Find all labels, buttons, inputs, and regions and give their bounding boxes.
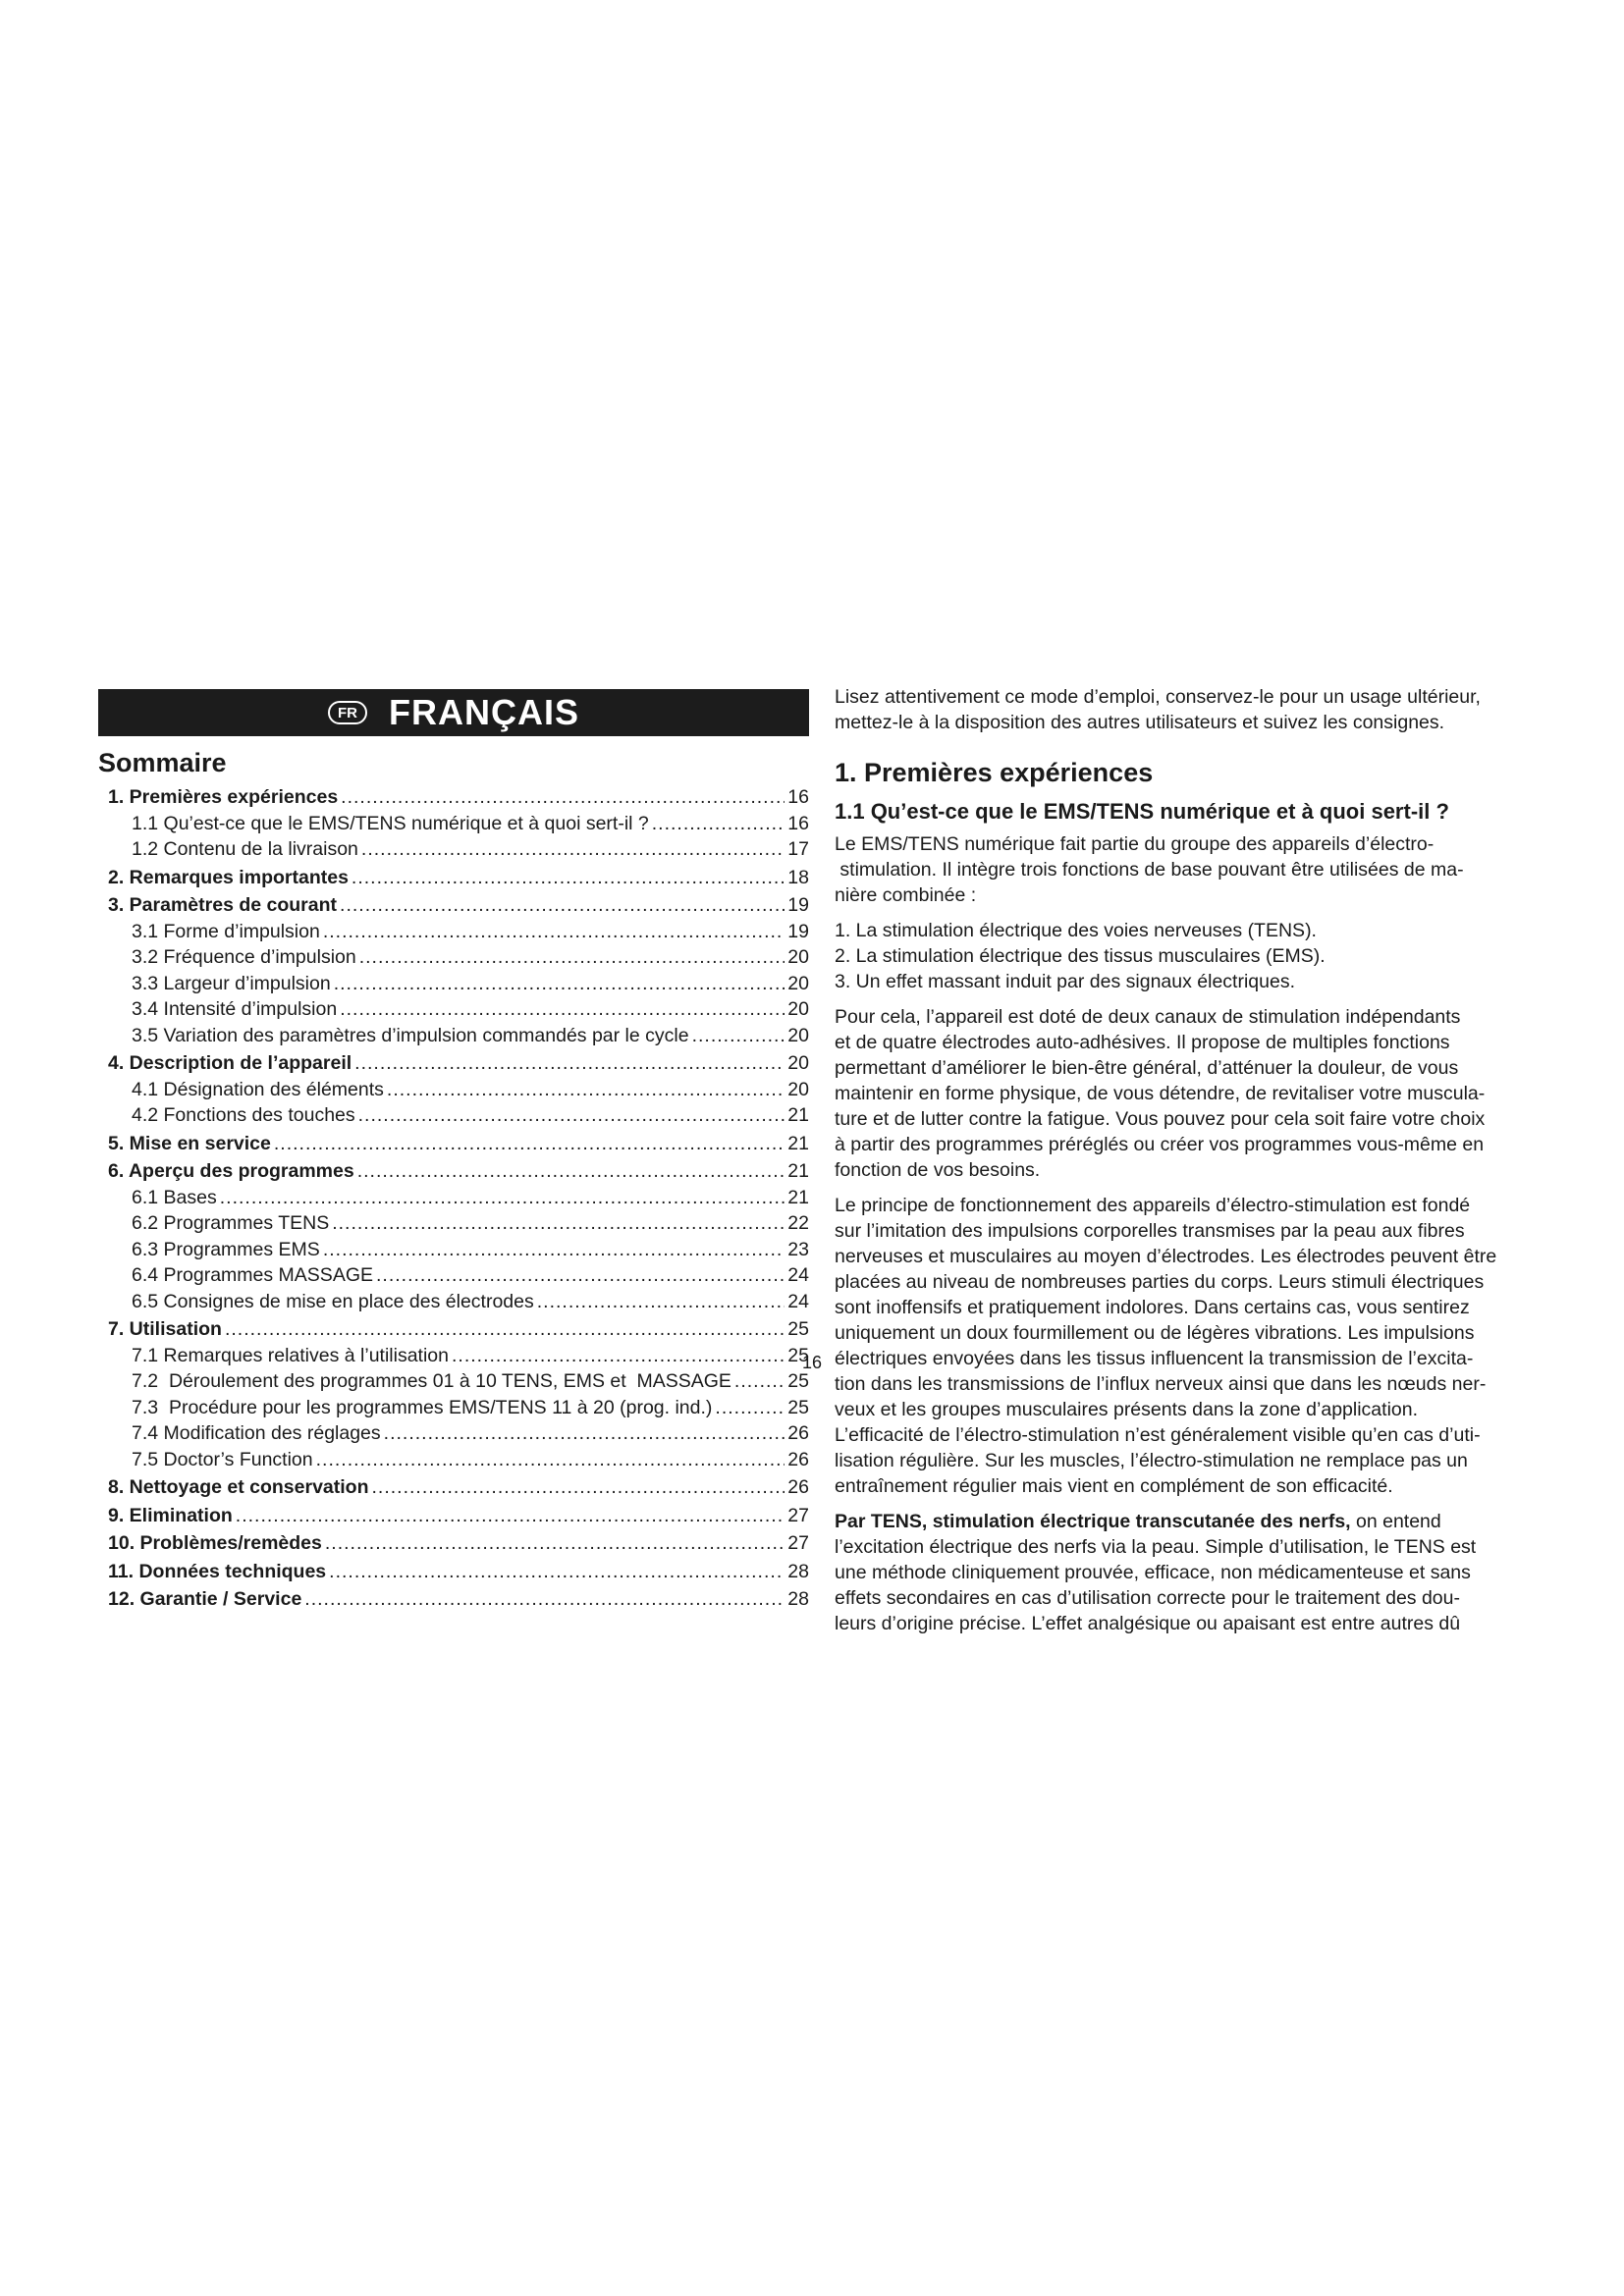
list-item: 1. La stimulation électrique des voies nerveuses (TENS). <box>835 920 1317 941</box>
toc-dot-leader <box>323 1239 785 1261</box>
toc-entry-label: 3.5 Variation des paramètres d’impulsion commandés par le cycle <box>132 1024 689 1046</box>
toc-entry-page: 20 <box>787 1052 809 1074</box>
toc-entry-label: 4.2 Fonctions des touches <box>132 1104 355 1126</box>
text-line: veux et les groupes musculaires présents dans la zone d’application. <box>835 1399 1419 1420</box>
list-item: 2. La stimulation électrique des tissus musculaires (EMS). <box>835 945 1326 967</box>
toc-entry-label: 4. Description de l’appareil <box>108 1052 352 1074</box>
paragraph-3 <box>835 1193 1545 1499</box>
toc-dot-leader <box>354 1052 785 1075</box>
toc-dot-leader <box>323 921 785 943</box>
toc-entry-label: 7. Utilisation <box>108 1318 222 1340</box>
toc-entry-label: 7.5 Doctor’s Function <box>132 1448 313 1470</box>
function-list <box>835 918 1545 994</box>
toc-entry-page: 28 <box>787 1588 809 1610</box>
text-line: permettant d’améliorer le bien-être général, d’atténuer la douleur, de vous <box>835 1057 1459 1079</box>
toc-dot-leader <box>332 1212 785 1235</box>
text-line: maintenir en forme physique, de vous détendre, de revitaliser votre muscula- <box>835 1083 1486 1104</box>
toc-entry <box>108 1449 809 1475</box>
tens-definition-lead: Par TENS, stimulation électrique transcutanée des nerfs, <box>835 1511 1351 1532</box>
toc-entry-label: 1. Premières expériences <box>108 786 339 808</box>
toc-entry <box>108 1104 809 1131</box>
toc-entry <box>108 946 809 973</box>
toc-entry-label: 8. Nettoyage et conservation <box>108 1476 369 1498</box>
toc-entry-label: 12. Garantie / Service <box>108 1588 302 1610</box>
toc-dot-leader <box>357 1160 785 1183</box>
toc-dot-leader <box>537 1291 785 1313</box>
text-line: entraînement régulier mais vient en complément de son efficacité. <box>835 1475 1393 1497</box>
toc-entry-page: 26 <box>787 1448 809 1470</box>
text-line: effets secondaires en cas d’utilisation correcte pour le traitement des dou- <box>835 1587 1460 1609</box>
text-line: lisation régulière. Sur les muscles, l’électro-stimulation ne remplace pas un <box>835 1450 1468 1471</box>
toc-entry <box>108 1025 809 1051</box>
toc-entry-label: 2. Remarques importantes <box>108 866 349 888</box>
toc-dot-leader <box>220 1187 785 1209</box>
tens-definition-rest: on entend <box>1350 1511 1441 1532</box>
toc-dot-leader <box>358 1104 785 1127</box>
right-column <box>835 684 1545 1646</box>
toc-dot-leader <box>384 1422 785 1445</box>
toc-entry-page: 20 <box>787 972 809 994</box>
text-line: à partir des programmes préréglés ou créer vos programmes vous-même en <box>835 1134 1485 1155</box>
toc-entry <box>108 1318 809 1345</box>
toc-entry <box>108 998 809 1025</box>
language-banner <box>98 689 809 736</box>
toc-entry <box>108 1505 809 1531</box>
table-of-contents <box>98 786 809 1615</box>
toc-entry-page: 28 <box>787 1560 809 1582</box>
intro-line: mettez-le à la disposition des autres utilisateurs et suivez les consignes. <box>835 712 1445 733</box>
toc-entry <box>108 1422 809 1449</box>
toc-dot-leader <box>361 838 785 861</box>
text-line: sur l’imitation des impulsions corporelles transmises par la peau aux fibres <box>835 1220 1465 1242</box>
toc-entry-label: 3.4 Intensité d’impulsion <box>132 998 338 1020</box>
paragraph-2 <box>835 1004 1545 1183</box>
subsection-title: 1.1 Qu’est-ce que le EMS/TENS numérique et à quoi sert-il ? <box>835 799 1449 824</box>
toc-entry <box>108 1187 809 1213</box>
toc-entry <box>108 1397 809 1423</box>
toc-entry-label: 6.4 Programmes MASSAGE <box>132 1264 373 1286</box>
toc-dot-leader <box>334 973 785 995</box>
text-line: nière combinée : <box>835 884 977 906</box>
toc-entry-label: 11. Données techniques <box>108 1560 327 1582</box>
toc-entry <box>108 1561 809 1587</box>
toc-entry <box>108 921 809 947</box>
toc-entry-page: 25 <box>787 1318 809 1340</box>
toc-entry <box>108 1476 809 1503</box>
language-badge: FR <box>328 701 367 724</box>
toc-entry-page: 19 <box>787 894 809 916</box>
toc-entry-label: 3.3 Largeur d’impulsion <box>132 972 331 994</box>
toc-entry-page: 24 <box>787 1290 809 1312</box>
toc-entry-page: 26 <box>787 1476 809 1498</box>
toc-entry <box>108 973 809 999</box>
text-line: Le EMS/TENS numérique fait partie du groupe des appareils d’électro- <box>835 833 1435 855</box>
text-line: leurs d’origine précise. L’effet analgésique ou apaisant est entre autres dû <box>835 1613 1461 1634</box>
toc-heading: Sommaire <box>98 748 227 777</box>
text-line: tion dans les transmissions de l’influx nerveux ainsi que dans les nœuds ner- <box>835 1373 1487 1395</box>
toc-entry-page: 16 <box>787 812 809 834</box>
toc-dot-leader <box>325 1532 785 1555</box>
toc-entry-label: 7.2 Déroulement des programmes 01 à 10 TENS, EMS et MASSAGE <box>132 1370 731 1392</box>
left-column <box>98 689 809 1615</box>
toc-entry-label: 9. Elimination <box>108 1504 233 1526</box>
toc-entry-label: 10. Problèmes/remèdes <box>108 1532 322 1554</box>
toc-entry-label: 1.1 Qu’est-ce que le EMS/TENS numérique et à quoi sert-il ? <box>132 812 649 834</box>
toc-entry <box>108 1532 809 1559</box>
toc-entry-page: 20 <box>787 1024 809 1046</box>
text-line: nerveuses et musculaires au moyen d’électrodes. Les électrodes peuvent être <box>835 1246 1497 1267</box>
intro-line: Lisez attentivement ce mode d’emploi, conservez-le pour un usage ultérieur, <box>835 686 1481 708</box>
text-line: sont inoffensifs et pratiquement indolores. Dans certains cas, vous sentirez <box>835 1297 1470 1318</box>
toc-entry-page: 27 <box>787 1532 809 1554</box>
toc-entry-page: 21 <box>787 1132 809 1154</box>
toc-entry-label: 5. Mise en service <box>108 1132 271 1154</box>
toc-entry-page: 21 <box>787 1186 809 1208</box>
toc-dot-leader <box>372 1476 785 1499</box>
toc-entry <box>108 1212 809 1239</box>
toc-entry-page: 23 <box>787 1238 809 1260</box>
text-line <box>835 1509 1545 1534</box>
toc-entry-page: 17 <box>787 838 809 860</box>
list-item: 3. Un effet massant induit par des signaux électriques. <box>835 971 1295 992</box>
toc-entry-label: 6. Aperçu des programmes <box>108 1160 354 1182</box>
toc-dot-leader <box>304 1588 785 1611</box>
toc-entry <box>108 867 809 893</box>
toc-entry-page: 21 <box>787 1160 809 1182</box>
toc-entry <box>108 838 809 865</box>
toc-entry-page: 25 <box>787 1370 809 1392</box>
toc-entry <box>108 786 809 813</box>
paragraph-4 <box>835 1509 1545 1636</box>
toc-dot-leader <box>329 1561 785 1583</box>
text-line: Pour cela, l’appareil est doté de deux canaux de stimulation indépendants <box>835 1006 1461 1028</box>
toc-entry-label: 6.5 Consignes de mise en place des électrodes <box>132 1290 534 1312</box>
toc-dot-leader <box>387 1079 785 1101</box>
toc-entry-label: 3.1 Forme d’impulsion <box>132 920 320 942</box>
toc-dot-leader <box>274 1133 785 1155</box>
toc-entry-page: 25 <box>787 1344 809 1366</box>
text-line: uniquement un doux fourmillement ou de légères vibrations. Les impulsions <box>835 1322 1475 1344</box>
text-line: L’efficacité de l’électro-stimulation n’est généralement visible qu’en cas d’uti- <box>835 1424 1481 1446</box>
toc-dot-leader <box>692 1025 785 1047</box>
toc-dot-leader <box>359 946 785 969</box>
toc-entry-label: 7.1 Remarques relatives à l’utilisation <box>132 1344 449 1366</box>
toc-entry <box>108 894 809 921</box>
toc-entry-label: 7.4 Modification des réglages <box>132 1422 381 1444</box>
toc-entry-page: 20 <box>787 998 809 1020</box>
toc-entry-page: 16 <box>787 786 809 808</box>
toc-dot-leader <box>734 1370 785 1393</box>
text-line: une méthode cliniquement prouvée, efficace, non médicamenteuse et sans <box>835 1562 1471 1583</box>
toc-entry <box>108 813 809 839</box>
text-line: l’excitation électrique des nerfs via la peau. Simple d’utilisation, le TENS est <box>835 1536 1477 1558</box>
toc-dot-leader <box>340 998 785 1021</box>
intro-paragraph <box>835 684 1545 735</box>
toc-entry <box>108 1588 809 1615</box>
toc-entry-page: 22 <box>787 1212 809 1234</box>
toc-entry <box>108 1291 809 1317</box>
text-line: stimulation. Il intègre trois fonctions de base pouvant être utilisées de ma- <box>835 859 1464 881</box>
text-line: ture et de lutter contre la fatigue. Vous pouvez pour cela soit faire votre choix <box>835 1108 1486 1130</box>
toc-entry <box>108 1052 809 1079</box>
toc-entry-label: 3. Paramètres de courant <box>108 894 338 916</box>
toc-entry-label: 6.1 Bases <box>132 1186 217 1208</box>
toc-dot-leader <box>352 867 785 889</box>
toc-entry-page: 20 <box>787 1078 809 1100</box>
toc-entry-page: 20 <box>787 946 809 968</box>
toc-entry-label: 6.2 Programmes TENS <box>132 1212 330 1234</box>
toc-dot-leader <box>316 1449 785 1471</box>
paragraph-1 <box>835 831 1545 908</box>
section-title: 1. Premières expériences <box>835 758 1154 787</box>
toc-entry-page: 21 <box>787 1104 809 1126</box>
toc-entry-page: 19 <box>787 920 809 942</box>
toc-entry-page: 26 <box>787 1422 809 1444</box>
text-line: Le principe de fonctionnement des appareils d’électro-stimulation est fondé <box>835 1195 1471 1216</box>
toc-entry-page: 27 <box>787 1504 809 1526</box>
toc-entry <box>108 1079 809 1105</box>
toc-entry-page: 25 <box>787 1396 809 1418</box>
text-line: électriques envoyées dans les tissus influencent la transmission de l’excita- <box>835 1348 1474 1369</box>
toc-dot-leader <box>236 1505 785 1527</box>
toc-entry-label: 7.3 Procédure pour les programmes EMS/TENS 11 à 20 (prog. ind.) <box>132 1396 713 1418</box>
toc-entry <box>108 1133 809 1159</box>
text-line: et de quatre électrodes auto-adhésives. Il propose de multiples fonctions <box>835 1032 1450 1053</box>
toc-dot-leader <box>340 894 785 917</box>
language-title: FRANÇAIS <box>389 692 579 732</box>
toc-dot-leader <box>715 1397 785 1419</box>
toc-entry <box>108 1264 809 1291</box>
toc-entry-label: 4.1 Désignation des éléments <box>132 1078 384 1100</box>
page-number: 16 <box>801 1353 823 1372</box>
toc-dot-leader <box>225 1318 785 1341</box>
toc-entry <box>108 1239 809 1265</box>
text-line: placées au niveau de nombreuses parties du corps. Leurs stimuli électriques <box>835 1271 1485 1293</box>
toc-dot-leader <box>376 1264 785 1287</box>
toc-dot-leader <box>652 813 785 835</box>
toc-entry-page: 24 <box>787 1264 809 1286</box>
toc-entry-label: 6.3 Programmes EMS <box>132 1238 320 1260</box>
toc-entry-label: 3.2 Fréquence d’impulsion <box>132 946 356 968</box>
toc-dot-leader <box>341 786 785 809</box>
text-line: fonction de vos besoins. <box>835 1159 1041 1181</box>
toc-entry <box>108 1160 809 1187</box>
toc-entry-page: 18 <box>787 866 809 888</box>
toc-entry <box>108 1370 809 1397</box>
toc-entry-label: 1.2 Contenu de la livraison <box>132 838 358 860</box>
